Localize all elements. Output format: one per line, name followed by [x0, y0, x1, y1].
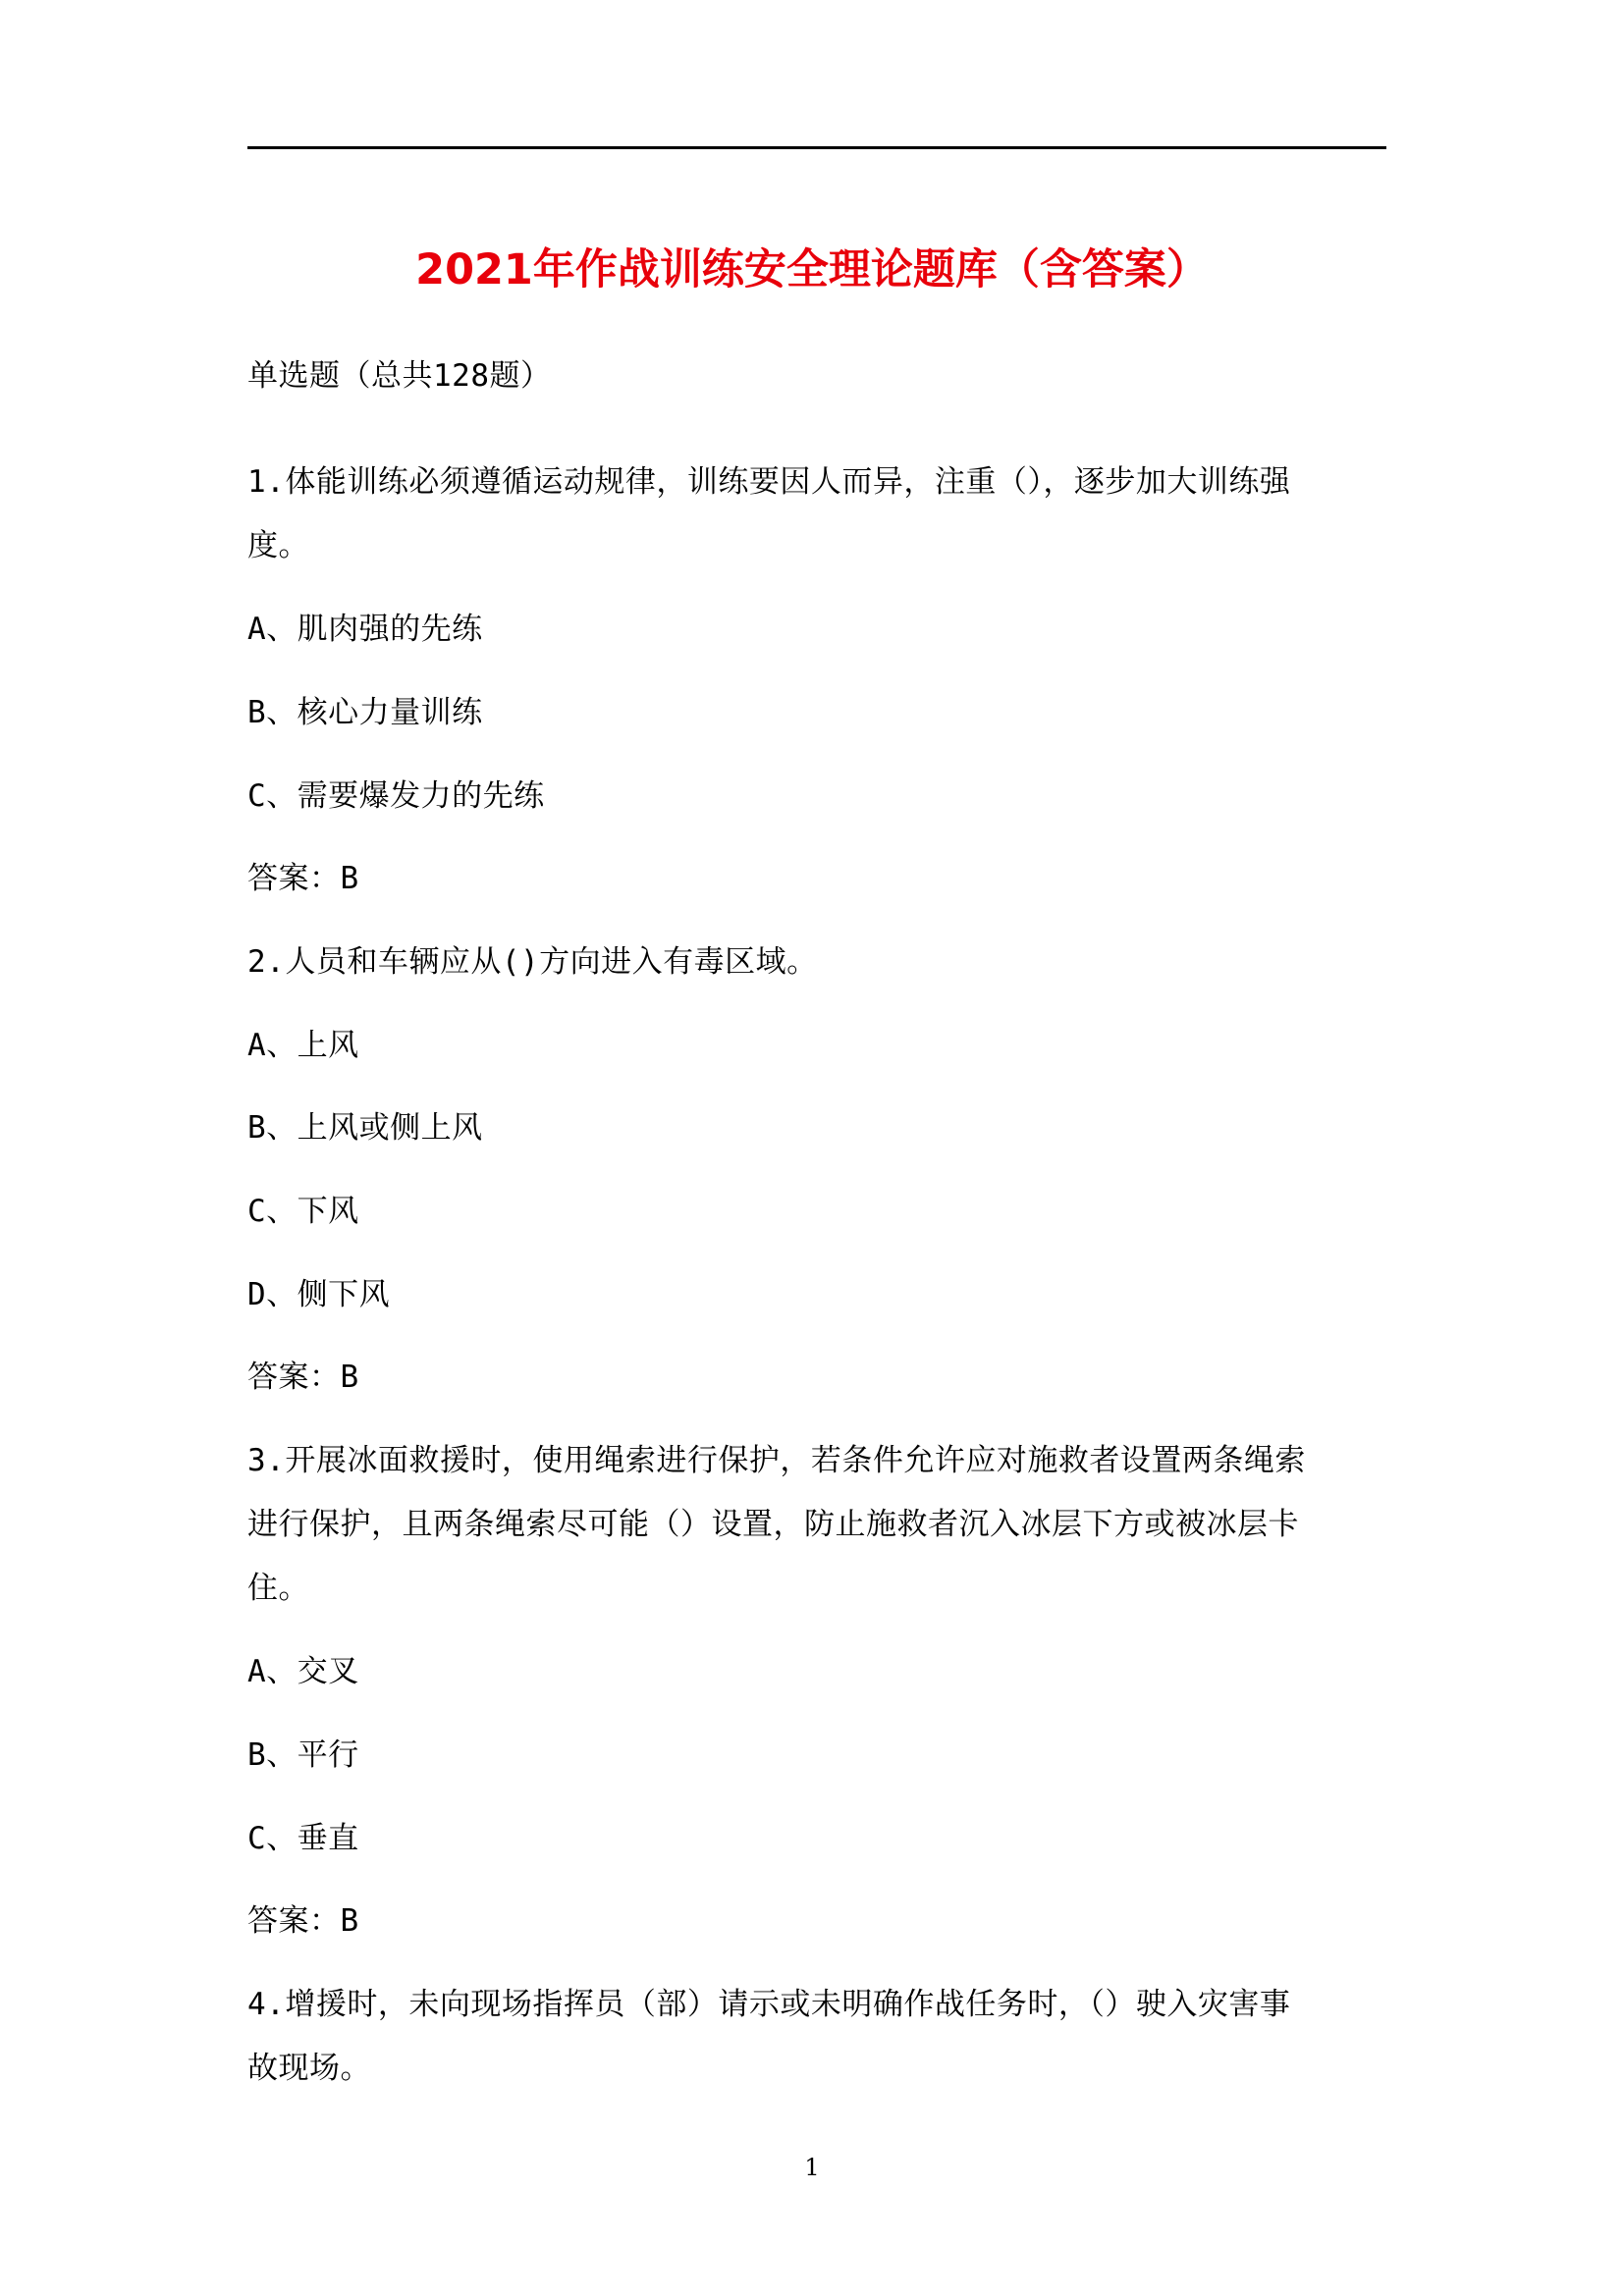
question-2-answer: 答案：B — [247, 1360, 359, 1395]
question-3-option-c: C、垂直 — [247, 1821, 359, 1856]
question-3-answer: 答案：B — [247, 1903, 359, 1939]
question-3-stem-line-2: 进行保护，且两条绳索尽可能（）设置，防止施救者沉入冰层下方或被冰层卡 — [247, 1507, 1299, 1542]
question-4-stem-line-2: 故现场。 — [247, 2051, 371, 2086]
question-3-option-b: B、平行 — [247, 1737, 359, 1773]
question-1-stem-line-1: 1.体能训练必须遵循运动规律，训练要因人而异，注重（），逐步加大训练强 — [247, 464, 1291, 500]
question-1-option-c: C、需要爆发力的先练 — [247, 778, 545, 814]
question-1-stem-line-2: 度。 — [247, 528, 309, 563]
question-2-option-c: C、下风 — [247, 1194, 359, 1229]
question-3-option-a: A、交叉 — [247, 1654, 359, 1689]
question-1-option-b: B、核心力量训练 — [247, 695, 483, 730]
question-2-option-d: D、侧下风 — [247, 1277, 391, 1312]
question-1-answer: 答案：B — [247, 861, 359, 896]
document-title: 2021年作战训练安全理论题库（含答案） — [415, 245, 1209, 294]
question-4-stem-line-1: 4.增援时，未向现场指挥员（部）请示或未明确作战任务时，（）驶入灾害事 — [247, 1987, 1291, 2022]
question-2-option-b: B、上风或侧上风 — [247, 1110, 483, 1146]
header-rule — [247, 146, 1386, 149]
question-2-option-a: A、上风 — [247, 1028, 359, 1063]
page-number: 1 — [804, 2154, 820, 2181]
question-3-stem-line-1: 3.开展冰面救援时，使用绳索进行保护，若条件允许应对施救者设置两条绳索 — [247, 1443, 1306, 1478]
section-heading: 单选题（总共128题） — [247, 358, 552, 394]
question-3-stem-line-3: 住。 — [247, 1571, 309, 1606]
question-2-stem-line-1: 2.人员和车辆应从()方向进入有毒区域。 — [247, 944, 818, 980]
question-1-option-a: A、肌肉强的先练 — [247, 612, 483, 647]
